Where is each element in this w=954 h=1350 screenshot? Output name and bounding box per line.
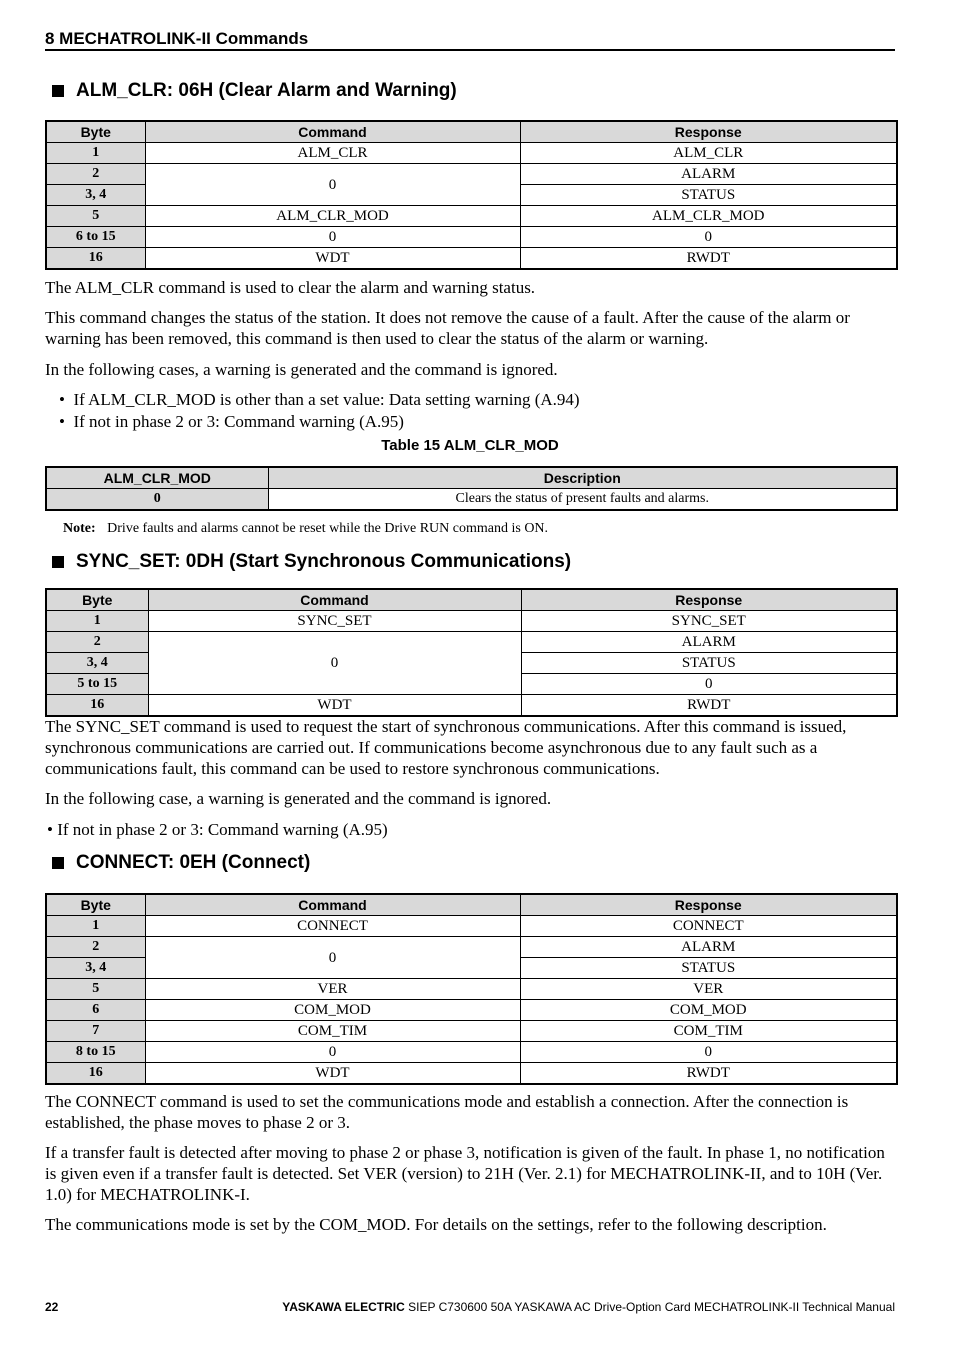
response-cell: ALARM (520, 164, 897, 185)
alm-clr-mod-table (45, 466, 898, 511)
alm-clr-heading-text: ALM_CLR: 06H (Clear Alarm and Warning) (76, 80, 457, 101)
header-response: Response (520, 121, 897, 143)
response-cell: 0 (520, 1042, 897, 1063)
table-row (46, 1000, 897, 1021)
bullet-text: If not in phase 2 or 3: Command warning (A.95) (73, 412, 404, 431)
sync-set-paragraph-1: The SYNC_SET command is used to request the start of synchronous communications. After this command is issued, synchronous communications are carried out. If communications become asynchronous due to any fault such as a communications fault, this command can be used to restore synchronous communications. (45, 717, 847, 778)
byte-cell: 16 (46, 1063, 145, 1085)
header-byte: Byte (46, 894, 145, 916)
response-cell: COM_TIM (520, 1021, 897, 1042)
header-alm-clr-mod: ALM_CLR_MOD (46, 467, 268, 489)
alm-clr-heading (52, 80, 457, 102)
sync-set-heading-text: SYNC_SET: 0DH (Start Synchronous Communications) (76, 551, 572, 572)
alm-clr-paragraph-1: The ALM_CLR command is used to clear the alarm and warning status. (45, 278, 536, 297)
square-bullet-icon (52, 556, 64, 568)
response-cell: ALM_CLR_MOD (520, 206, 897, 227)
table-row (46, 1042, 897, 1063)
command-cell: COM_TIM (145, 1021, 520, 1042)
byte-cell: 5 (46, 979, 145, 1000)
byte-cell: 1 (46, 916, 145, 937)
connect-paragraph-1: The CONNECT command is used to set the communications mode and establish a connection. After the connection is established, the phase moves to phase 2 or 3. (45, 1092, 849, 1132)
command-cell: COM_MOD (145, 1000, 520, 1021)
alm-clr-paragraph-2: This command changes the status of the station. It does not remove the cause of a fault. After the cause of the alarm or warning has been removed, this command is then used to clear the status of the alarm or warning. (45, 308, 850, 348)
response-cell: RWDT (521, 695, 897, 717)
response-cell: ALARM (521, 632, 897, 653)
byte-cell: 16 (46, 248, 145, 270)
command-cell: 0 (145, 227, 520, 248)
command-cell: ALM_CLR (145, 143, 520, 164)
sync-set-heading (52, 551, 571, 573)
list-item: • If not in phase 2 or 3: Command warning (A.95) (47, 820, 388, 839)
command-cell: SYNC_SET (148, 611, 521, 632)
byte-cell: 5 to 15 (46, 674, 148, 695)
table-header-row (46, 467, 897, 489)
table-header-row (46, 121, 897, 143)
footer-manual: SIEP C730600 50A YASKAWA AC Drive-Option Card MECHATROLINK-II Technical Manual (408, 1300, 895, 1314)
response-cell: ALM_CLR (520, 143, 897, 164)
connect-paragraph-2: If a transfer fault is detected after moving to phase 2 or phase 3, notification is given of the fault. In phase 1, no notification is given even if a transfer fault is detected. Set VER (version) to 21H (Ver. 2.1) for MECHATROLINK-II, and to 10H (Ver. 1.0) for MECHATROLINK-I. (45, 1143, 885, 1204)
response-cell: 0 (520, 227, 897, 248)
list-item: • If not in phase 2 or 3: Command warning (A.95) (59, 412, 404, 431)
table-row (46, 143, 897, 164)
response-cell: COM_MOD (520, 1000, 897, 1021)
table-row (46, 695, 897, 717)
header-response: Response (521, 589, 897, 611)
bullet-text: If not in phase 2 or 3: Command warning (A.95) (57, 820, 388, 839)
table-row (46, 937, 897, 958)
sync-set-table (45, 588, 898, 717)
sync-set-paragraph-2: In the following case, a warning is generated and the command is ignored. (45, 789, 552, 808)
byte-cell: 8 to 15 (46, 1042, 145, 1063)
table-row (46, 1063, 897, 1085)
connect-table (45, 893, 898, 1085)
response-cell: CONNECT (520, 916, 897, 937)
command-cell: WDT (145, 248, 520, 270)
table-row (46, 248, 897, 270)
byte-cell: 3, 4 (46, 958, 145, 979)
command-cell: VER (145, 979, 520, 1000)
header-response: Response (520, 894, 897, 916)
response-cell: RWDT (520, 248, 897, 270)
table-header-row (46, 589, 897, 611)
byte-cell: 2 (46, 937, 145, 958)
bullet-text: If ALM_CLR_MOD is other than a set value: Data setting warning (A.94) (73, 390, 580, 409)
table-row (46, 611, 897, 632)
command-cell: 0 (145, 1042, 520, 1063)
byte-cell: 2 (46, 164, 145, 185)
byte-cell: 3, 4 (46, 185, 145, 206)
header-command: Command (145, 894, 520, 916)
footer-company: YASKAWA ELECTRIC (282, 1300, 405, 1314)
square-bullet-icon (52, 85, 64, 97)
command-cell: ALM_CLR_MOD (145, 206, 520, 227)
command-cell: WDT (145, 1063, 520, 1085)
response-cell: SYNC_SET (521, 611, 897, 632)
byte-cell: 16 (46, 695, 148, 717)
table-row (46, 979, 897, 1000)
response-cell: 0 (521, 674, 897, 695)
square-bullet-icon (52, 857, 64, 869)
header-byte: Byte (46, 121, 145, 143)
connect-heading-text: CONNECT: 0EH (Connect) (76, 852, 311, 873)
list-item: • If ALM_CLR_MOD is other than a set value: Data setting warning (A.94) (59, 390, 580, 409)
alm-clr-paragraph-3: In the following cases, a warning is generated and the command is ignored. (45, 360, 558, 379)
connect-paragraph-3: The communications mode is set by the COM_MOD. For details on the settings, refer to the following description. (45, 1215, 827, 1234)
header-command: Command (145, 121, 520, 143)
header-description: Description (268, 467, 897, 489)
table-header-row (46, 894, 897, 916)
chapter-title: 8 MECHATROLINK-II Commands (45, 29, 309, 48)
command-cell: 0 (145, 937, 520, 979)
table-15-caption: Table 15 ALM_CLR_MOD (381, 437, 559, 454)
table-row (46, 227, 897, 248)
header-command: Command (148, 589, 521, 611)
byte-cell: 2 (46, 632, 148, 653)
footer-manual-title (282, 1300, 895, 1314)
table-row (46, 632, 897, 653)
description-cell: Clears the status of present faults and alarms. (268, 489, 897, 511)
page-number: 22 (45, 1300, 59, 1314)
byte-cell: 3, 4 (46, 653, 148, 674)
byte-cell: 1 (46, 611, 148, 632)
command-cell: 0 (148, 632, 521, 695)
table-row (46, 489, 897, 511)
command-cell: CONNECT (145, 916, 520, 937)
byte-cell: 6 (46, 1000, 145, 1021)
note (63, 521, 548, 537)
response-cell: STATUS (521, 653, 897, 674)
table-row (46, 206, 897, 227)
alm-clr-table (45, 120, 898, 270)
response-cell: ALARM (520, 937, 897, 958)
note-text: Drive faults and alarms cannot be reset while the Drive RUN command is ON. (107, 521, 549, 536)
table-row (46, 1021, 897, 1042)
mod-value-cell: 0 (46, 489, 268, 511)
command-cell: 0 (145, 164, 520, 206)
connect-heading (52, 852, 310, 874)
byte-cell: 6 to 15 (46, 227, 145, 248)
byte-cell: 1 (46, 143, 145, 164)
command-cell: WDT (148, 695, 521, 717)
table-row (46, 164, 897, 185)
response-cell: RWDT (520, 1063, 897, 1085)
byte-cell: 7 (46, 1021, 145, 1042)
header-rule (45, 49, 895, 51)
response-cell: VER (520, 979, 897, 1000)
response-cell: STATUS (520, 958, 897, 979)
note-label: Note: (63, 521, 96, 536)
header-byte: Byte (46, 589, 148, 611)
response-cell: STATUS (520, 185, 897, 206)
byte-cell: 5 (46, 206, 145, 227)
table-row (46, 916, 897, 937)
